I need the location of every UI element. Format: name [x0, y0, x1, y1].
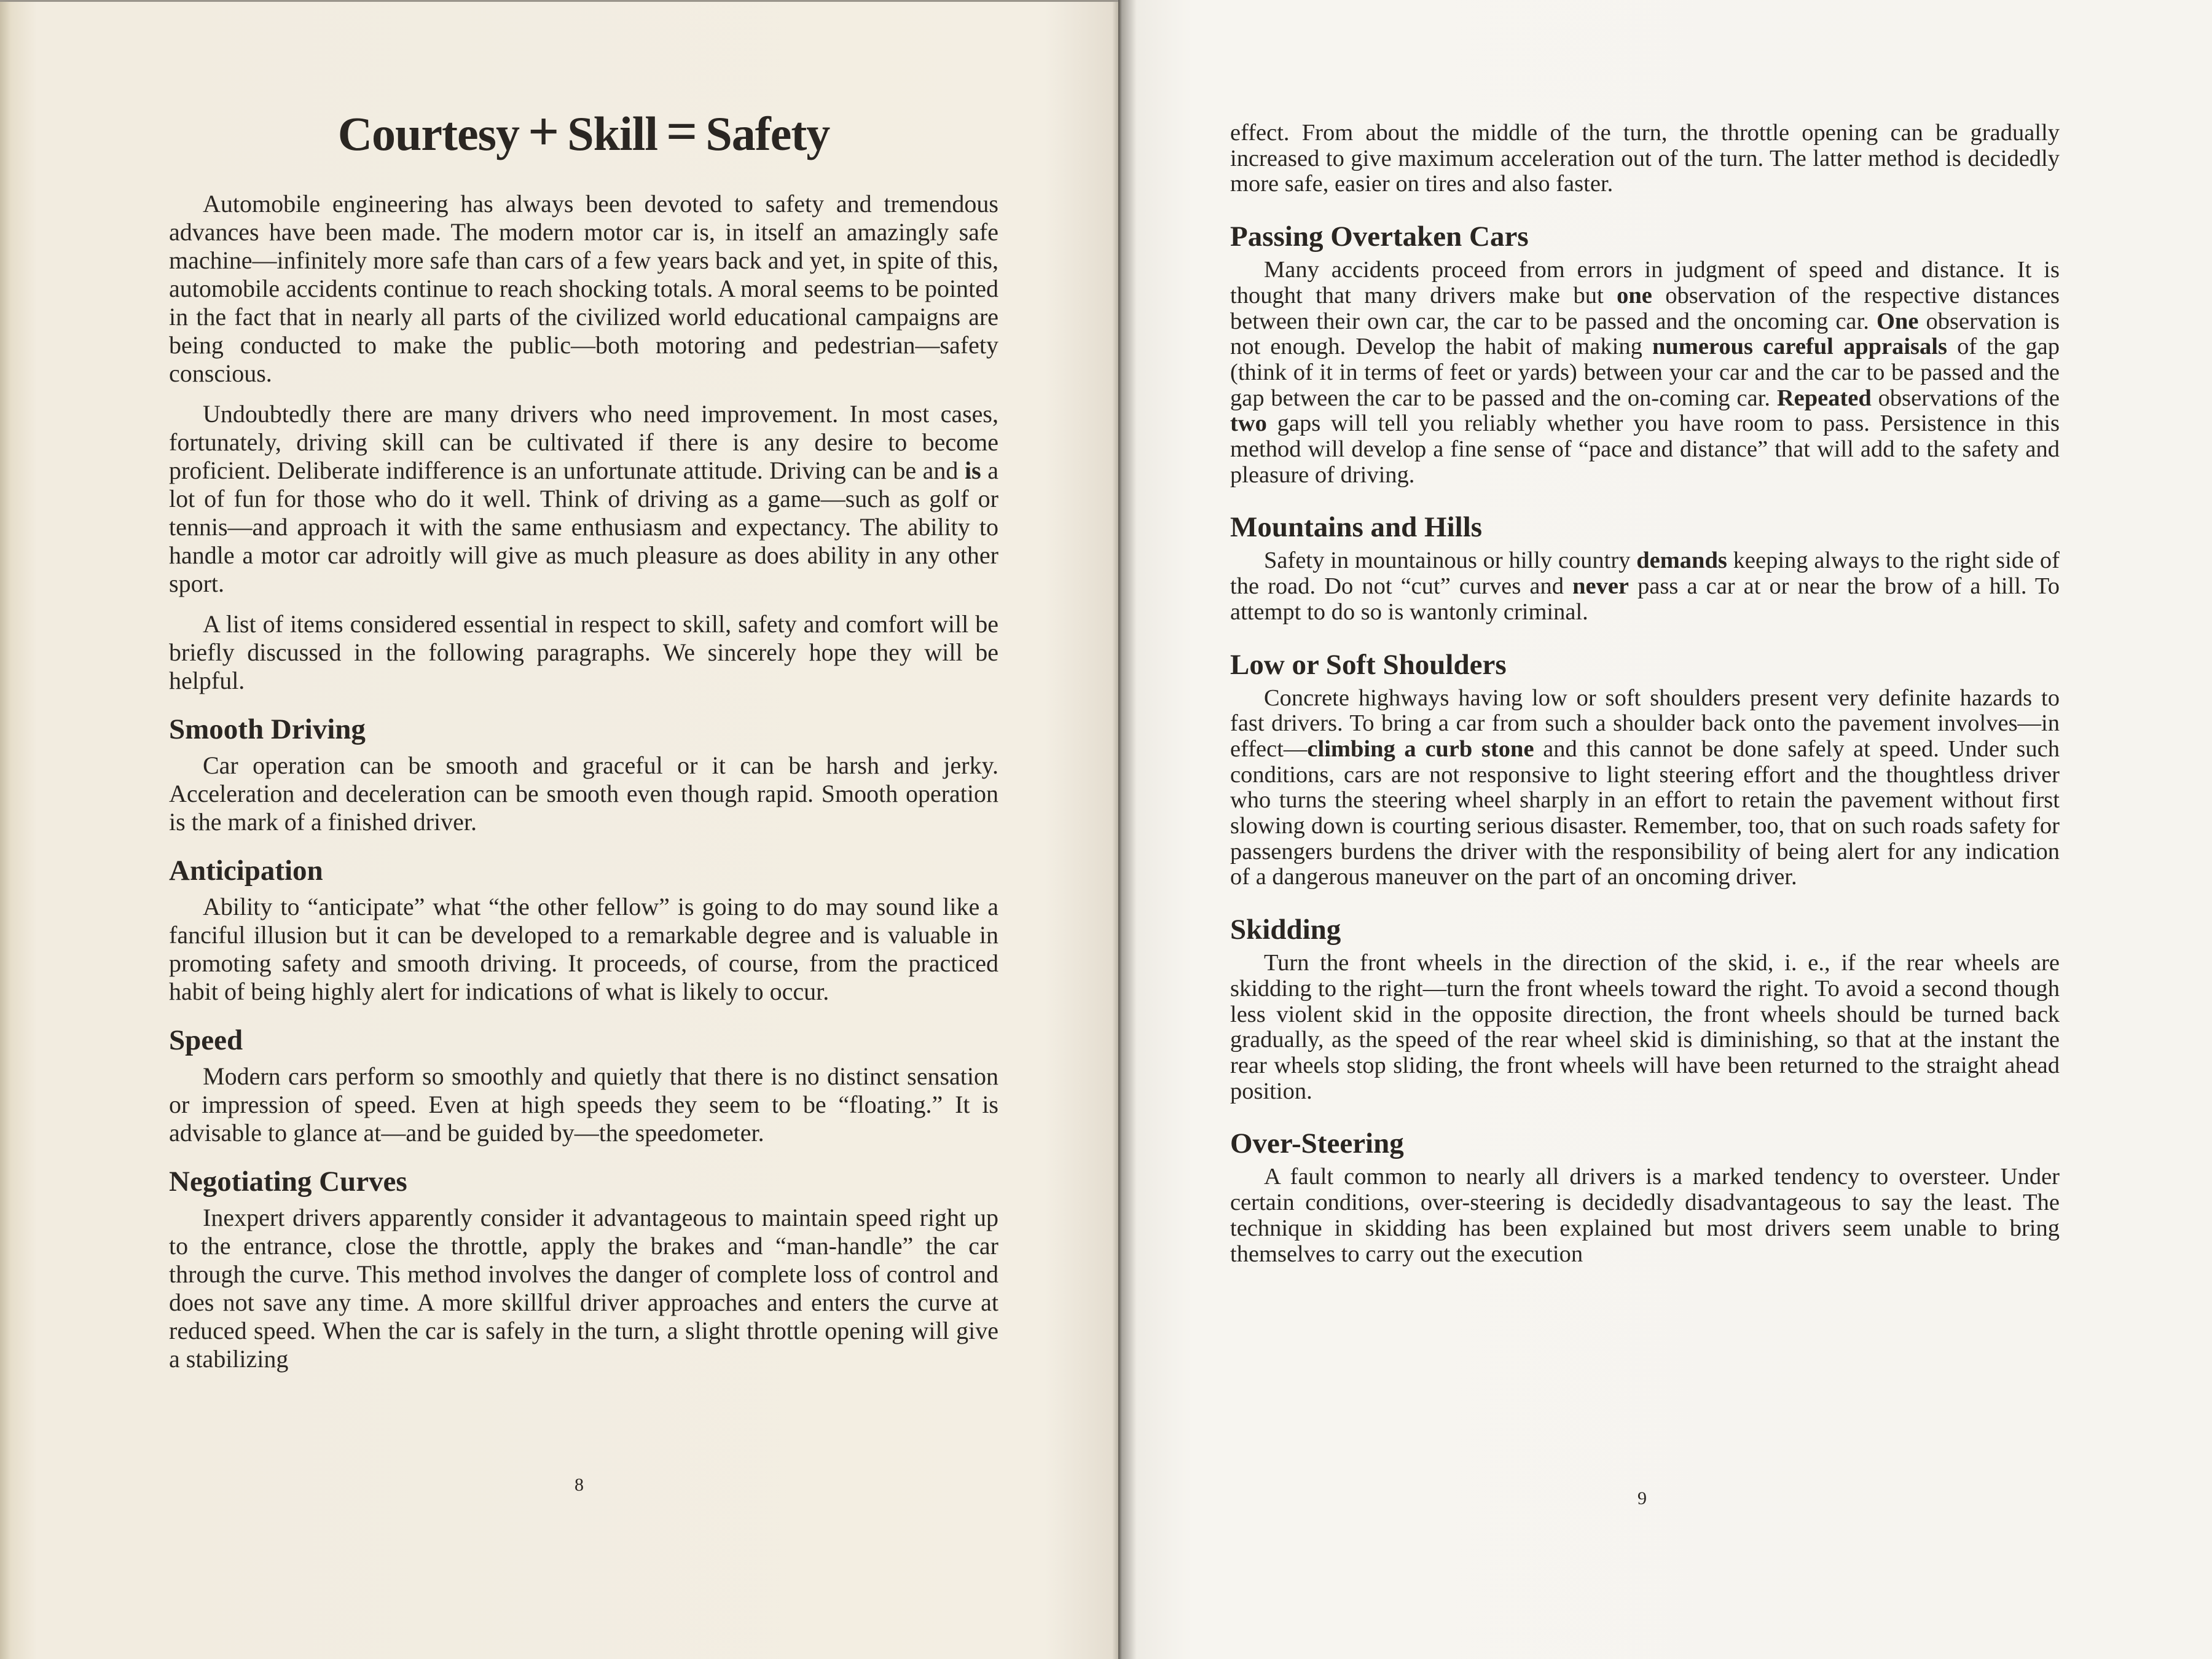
- title-equals: =: [666, 101, 697, 162]
- emphasis-text: never: [1572, 573, 1630, 600]
- emphasis-text: one: [1617, 282, 1652, 308]
- paragraph: [1230, 120, 2060, 197]
- section-heading: Low or Soft Shoulders: [1230, 648, 1507, 681]
- emphasis-text: climbing a curb stone: [1307, 735, 1534, 762]
- text-run: Inexpert drivers apparently consider it advantageous to maintain speed right up to the entrance, close the throttle, apply the brakes and “man-handle” the car through the curve. This method involves the danger of complete loss of control and does not save any time. A more skillful driver approaches and enters the curve at reduced speed. When the car is safely in the turn, a slight throttle opening will give a stabilizing: [169, 1204, 998, 1373]
- text-run: A fault common to nearly all drivers is a marked tendency to oversteer. Under certain conditions, over-steering is decidedly disadvantageous to say the least. The technique in skidding has been explained but most drivers seem unable to bring themselves to carry out the execution: [1230, 1164, 2060, 1267]
- text-run: Concrete highways having low or soft shoulders present very definite hazards to fast drivers. To bring a car from such a shoulder back onto the pavement involves—in effect—: [1230, 684, 2060, 762]
- section-heading: Anticipation: [169, 855, 323, 887]
- text-run: of the gap (think of it in terms of feet or yards) between your car and the car to be passed and the gap between the car to be passed and the on-coming car.: [1230, 334, 2060, 411]
- paragraph: [169, 610, 998, 695]
- title-word: Skill: [567, 107, 658, 160]
- text-run: Many accidents proceed from errors in judgment of speed and distance. It is thought that many drivers make but: [1230, 257, 2060, 308]
- text-run: Automobile engineering has always been devoted to safety and tremendous advances have been made. The modern motor car is, in itself an amazingly safe machine—infinitely more safe than cars of a few years back and yet, in spite of this, automobile accidents continue to reach shocking totals. A moral seems to be pointed in the fact that in nearly all parts of the civilized world educational campaigns are being conducted to make the public—both motoring and pedestrian—safety conscious.: [169, 190, 998, 387]
- title-word: Safety: [705, 107, 830, 160]
- paragraph: [1230, 1164, 2060, 1267]
- paragraph: [1230, 548, 2060, 625]
- emphasis-text: demands: [1636, 547, 1727, 574]
- paragraph: [169, 1204, 998, 1373]
- left-page-text: [169, 101, 998, 1386]
- text-run: pass a car at or near the brow of a hill. To attempt to do so is wantonly criminal.: [1230, 573, 2060, 625]
- text-run: observations of the: [1871, 385, 2060, 411]
- paragraph: [169, 1062, 998, 1147]
- text-run: observation of the respective distances between their own car, the car to be passed and the oncoming car.: [1230, 282, 2060, 334]
- section-heading: Speed: [169, 1024, 243, 1056]
- text-run: Car operation can be smooth and graceful or it can be harsh and jerky. Acceleration and deceleration can be smooth even though rapid. Smooth operation is the mark of a finished driver.: [169, 751, 998, 836]
- paragraph: [1230, 257, 2060, 488]
- emphasis-text: is: [964, 457, 981, 484]
- section-heading: Mountains and Hills: [1230, 511, 1483, 544]
- emphasis-text: Repeated: [1776, 385, 1872, 411]
- left-sections: [169, 713, 998, 1373]
- text-run: A list of items considered essential in respect to skill, safety and comfort will be briefly discussed in the following paragraphs. We sincerely hope they will be helpful.: [169, 610, 998, 694]
- page-title: [169, 101, 998, 162]
- title-word: Courtesy: [337, 107, 519, 160]
- section-heading: Passing Overtaken Cars: [1230, 221, 1529, 253]
- text-run: observation is not enough. Develop the habit of making: [1230, 308, 2060, 360]
- emphasis-text: two: [1230, 410, 1267, 437]
- paragraph: [1230, 686, 2060, 891]
- paragraph: [169, 190, 998, 388]
- text-run: Undoubtedly there are many drivers who need improvement. In most cases, fortunately, driving skill can be cultivated if there is any desire to become proficient. Deliberate indifference is an unfortunate attitude. Driving can be and: [169, 400, 998, 484]
- text-run: a lot of fun for those who do it well. Think of driving as a game—such as golf or tennis—and approach it with the same enthusiasm and expectancy. The ability to handle a motor car adroitly will give as much pleasure as does ability in any other sport.: [169, 457, 998, 597]
- section-heading: Over-Steering: [1230, 1128, 1404, 1160]
- text-run: Ability to “anticipate” what “the other fellow” is going to do may sound like a fanciful illusion but it can be developed to a remarkable degree and is valuable in promoting safety and smooth driving. It proceeds, of course, from the practiced habit of being highly alert for indications of what is likely to occur.: [169, 893, 998, 1005]
- paragraph: [169, 400, 998, 598]
- right-page-text: [1230, 120, 2060, 1279]
- continuation-text: [1230, 120, 2060, 197]
- emphasis-text: One: [1876, 308, 1919, 334]
- text-run: gaps will tell you reliably whether you have room to pass. Persistence in this method will develop a fine sense of “pace and distance” that will add to the safety and pleasure of driving.: [1230, 410, 2060, 488]
- title-plus: +: [527, 101, 559, 162]
- paragraph: [169, 751, 998, 836]
- page-edge-top: [0, 0, 1118, 2]
- text-run: Safety in mountainous or hilly country: [1264, 547, 1637, 574]
- page-number: 9: [1637, 1488, 1647, 1508]
- page-number: 8: [575, 1475, 584, 1495]
- text-run: keeping always to the right side of the road. Do not “cut” curves and: [1230, 547, 2060, 600]
- intro-text: [169, 190, 998, 695]
- section-heading: Negotiating Curves: [169, 1166, 407, 1198]
- section-heading: Skidding: [1230, 914, 1341, 946]
- text-run: Turn the front wheels in the direction of the skid, i. e., if the rear wheels are skidding to the right—turn the front wheels toward the right. To avoid a second though less violent skid in the opposite direction, the front wheels should be turned back gradually, as the speed of the rear wheel skid is diminishing, so that at the instant the rear wheels stop sliding, the front wheels will have been returned to the straight ahead position.: [1230, 950, 2060, 1104]
- paragraph: [169, 893, 998, 1006]
- right-sections: [1230, 221, 2060, 1267]
- text-run: and this cannot be done safely at speed. Under such conditions, cars are not responsive to light steering effort and the thoughtless driver who turns the steering wheel sharply in an effort to retain the pavement without first slowing down is courting serious disaster. Remember, too, that on such roads safety for passengers burdens the driver with the responsibility of being alert for any indication of a dangerous maneuver on the part of an oncoming driver.: [1230, 735, 2060, 890]
- text-run: effect. From about the middle of the turn, the throttle opening can be gradually increased to give maximum acceleration out of the turn. The latter method is decidedly more safe, easier on tires and also faster.: [1230, 120, 2060, 197]
- text-run: Modern cars perform so smoothly and quietly that there is no distinct sensation or impression of speed. Even at high speeds they seem to be “floating.” It is advisable to glance at—and be guided by—the speedometer.: [169, 1062, 998, 1147]
- paragraph: [1230, 951, 2060, 1104]
- section-heading: Smooth Driving: [169, 713, 366, 745]
- emphasis-text: numerous careful appraisals: [1652, 334, 1947, 360]
